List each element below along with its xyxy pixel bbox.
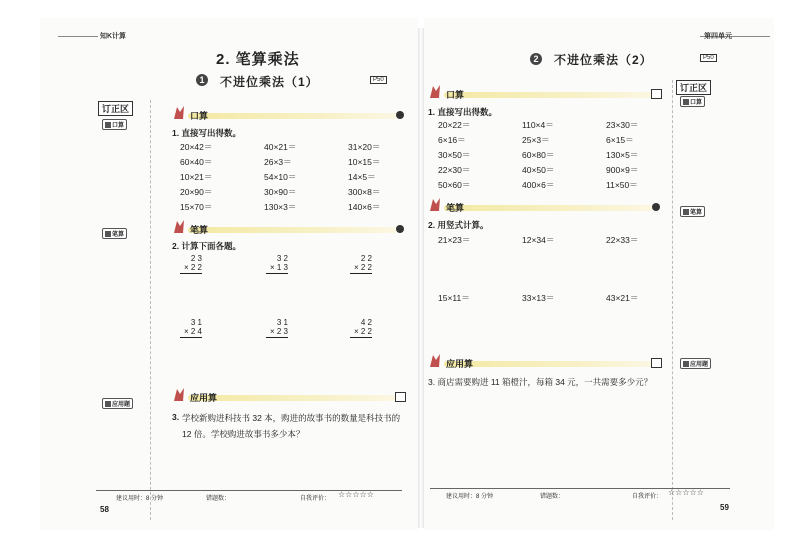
question-1: 1. 直接写出得数。 [172, 128, 241, 138]
oral-problem: 22×30＝ [438, 165, 471, 175]
lesson-number-badge: 1 [196, 74, 208, 86]
question-2: 2. 计算下面各题。 [172, 241, 241, 251]
oral-problem: 31×20＝ [348, 142, 381, 152]
footer-wrong-count: 错题数： [540, 494, 565, 500]
page-number-right: 59 [720, 503, 729, 512]
oral-problem: 14×5＝ [348, 172, 376, 182]
section-end-icon [395, 392, 406, 402]
mascot-icon [428, 83, 442, 99]
footer-self-eval: 自我评价： [300, 496, 331, 502]
mascot-icon [428, 352, 442, 368]
mascot-icon [172, 104, 186, 120]
oral-problem: 110×4＝ [522, 120, 554, 130]
oral-problem: 300×8＝ [348, 187, 381, 197]
oral-problem: 900×9＝ [606, 165, 639, 175]
oral-problem: 40×50＝ [522, 165, 555, 175]
question-3-line1: 学校新购进科技书 32 本，购进的故事书的数量是科技书的 [182, 413, 401, 423]
oral-problem: 20×90＝ [180, 187, 213, 197]
oral-problem: 11×50＝ [606, 180, 638, 190]
correction-panel-right [672, 80, 673, 520]
section-written-right: 笔算 [428, 202, 664, 212]
mascot-icon [172, 386, 186, 402]
multiplier: × 2 4 [183, 327, 202, 336]
textbook-ref: P50 [370, 76, 387, 84]
multiplier: × 1 3 [269, 263, 288, 272]
question-3: 3. 商店需要购进 11 箱橙汁，每箱 34 元，一共需要多少元？ [428, 377, 653, 387]
footer-time: 建议用时：8 分钟 [446, 494, 494, 500]
side-label-written: 笔算 [680, 206, 705, 217]
question-3-line2: 12 倍。学校购进故事书多少本？ [182, 429, 305, 439]
side-label-oral: 口算 [680, 96, 705, 107]
oral-problem: 20×22＝ [438, 120, 471, 130]
section-end-dot [652, 203, 660, 211]
oral-problem: 10×21＝ [180, 172, 213, 182]
section-end-icon [651, 358, 662, 368]
left-page [40, 18, 418, 530]
pencil-icon [105, 122, 111, 128]
right-unit-tag: 第四单元 [704, 33, 732, 40]
section-applied-right: 应用算 [428, 358, 664, 368]
oral-problem: 400×6＝ [522, 180, 555, 190]
chapter-title: 2. 笔算乘法 [216, 51, 300, 68]
oral-problem: 23×30＝ [606, 120, 639, 130]
problem-r1c1: 21×23＝ [438, 235, 471, 245]
problem-r2c2: 33×13＝ [522, 293, 555, 303]
section-applied-left: 应用算 [172, 392, 408, 402]
textbook-ref: P50 [700, 54, 717, 62]
answer-line [350, 273, 372, 274]
book-spine [418, 28, 424, 528]
vertical-problem [266, 318, 288, 338]
correction-area-title: 订正区 [676, 80, 711, 95]
multiplier: × 2 2 [353, 263, 372, 272]
multiplicand: 4 2 [360, 318, 372, 327]
rating-stars[interactable]: ☆☆☆☆☆ [668, 488, 704, 497]
multiplicand: 3 2 [276, 254, 288, 263]
multiplier: × 2 2 [183, 263, 202, 272]
oral-problem: 40×21＝ [264, 142, 297, 152]
mascot-icon [172, 218, 186, 234]
header-rule-left [58, 36, 98, 37]
answer-line [180, 337, 202, 338]
side-label-written: 笔算 [102, 228, 127, 239]
mascot-icon [428, 196, 442, 212]
footer-time: 建议用时：8 分钟 [116, 496, 164, 502]
lesson-number-badge: 2 [530, 53, 542, 65]
oral-problem: 54×10＝ [264, 172, 297, 182]
footer-self-eval: 自我评价： [632, 494, 663, 500]
oral-problem: 50×60＝ [438, 180, 471, 190]
problem-r2c3: 43×21＝ [606, 293, 639, 303]
vertical-problem [350, 254, 372, 274]
lesson-title: 不进位乘法（1） [220, 75, 319, 89]
multiplicand: 3 1 [276, 318, 288, 327]
answer-line [180, 273, 202, 274]
oral-problem: 15×70＝ [180, 202, 213, 212]
problem-r1c3: 22×33＝ [606, 235, 639, 245]
pencil-icon [683, 99, 689, 105]
section-end-dot [396, 225, 404, 233]
left-unit-tag: 知K计算 [100, 33, 127, 40]
section-written-left: 笔算 [172, 224, 408, 234]
question-1: 1. 直接写出得数。 [428, 107, 497, 117]
lesson-title: 不进位乘法（2） [554, 53, 653, 67]
oral-problem: 10×15＝ [348, 157, 381, 167]
question-2: 2. 用竖式计算。 [428, 220, 489, 230]
oral-problem: 140×6＝ [348, 202, 381, 212]
oral-problem: 25×3＝ [522, 135, 550, 145]
vertical-problem [180, 318, 202, 338]
footer-wrong-count: 错题数： [206, 496, 231, 502]
rating-stars[interactable]: ☆☆☆☆☆ [338, 490, 374, 499]
multiplicand: 2 2 [360, 254, 372, 263]
side-label-oral: 口算 [102, 119, 127, 130]
vertical-problem [350, 318, 372, 338]
correction-panel-left [150, 100, 151, 520]
page-number-left: 58 [100, 505, 109, 514]
question-3-number: 3. [172, 412, 180, 422]
correction-area-title: 订正区 [98, 101, 133, 116]
oral-problem: 30×50＝ [438, 150, 471, 160]
problem-r2c1: 15×11＝ [438, 293, 470, 303]
oral-problem: 6×16＝ [438, 135, 466, 145]
multiplicand: 3 1 [190, 318, 202, 327]
multiplier: × 2 2 [353, 327, 372, 336]
answer-line [266, 337, 288, 338]
oral-problem: 6×15＝ [606, 135, 634, 145]
oral-problem: 60×40＝ [180, 157, 213, 167]
side-label-applied: 应用题 [680, 358, 711, 369]
oral-problem: 20×42＝ [180, 142, 213, 152]
pencil-icon [105, 231, 111, 237]
answer-line [350, 337, 372, 338]
pencil-icon [683, 361, 689, 367]
section-end-icon [651, 89, 662, 99]
vertical-problem [266, 254, 288, 274]
pencil-icon [683, 209, 689, 215]
vertical-problem [180, 254, 202, 274]
section-end-dot [396, 111, 404, 119]
oral-problem: 60×80＝ [522, 150, 555, 160]
oral-problem: 130×3＝ [264, 202, 297, 212]
section-oral-right: 口算 [428, 89, 664, 99]
multiplicand: 2 3 [190, 254, 202, 263]
answer-line [266, 273, 288, 274]
oral-problem: 30×90＝ [264, 187, 297, 197]
oral-problem: 130×5＝ [606, 150, 639, 160]
multiplier: × 2 3 [269, 327, 288, 336]
section-oral-left: 口算 [172, 110, 408, 120]
side-label-applied: 应用题 [102, 398, 133, 409]
pencil-icon [105, 401, 111, 407]
oral-problem: 26×3＝ [264, 157, 292, 167]
problem-r1c2: 12×34＝ [522, 235, 555, 245]
